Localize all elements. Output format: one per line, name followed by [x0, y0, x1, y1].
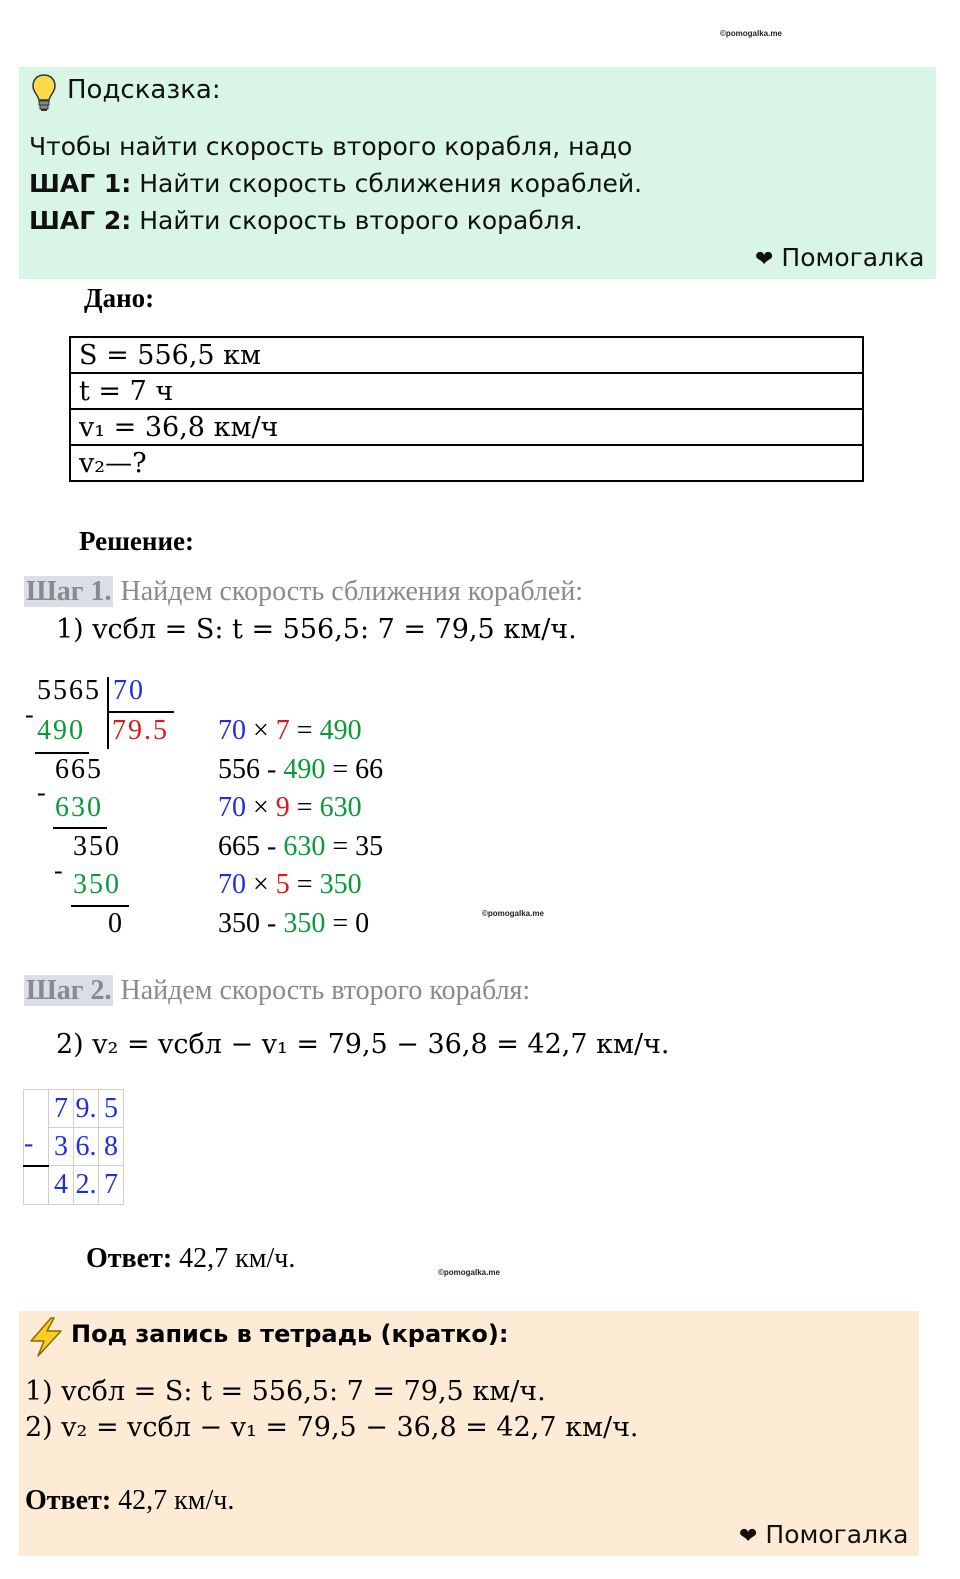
subtraction-grid: [23, 1089, 124, 1205]
given-row: [70, 373, 863, 409]
check-line: [218, 869, 362, 901]
hint-step2-text: Найти скорость второго корабля.: [131, 206, 583, 235]
step2-text: Найдем скорость второго корабля:: [113, 975, 531, 1006]
subtraction-cell: 3: [49, 1128, 74, 1166]
check-line: [218, 831, 383, 863]
step1-formula: 1) vсбл = S: t = 556,5: 7 = 79,5 км/ч.: [56, 614, 577, 645]
subtraction-cell: 8: [99, 1128, 124, 1166]
check-part: 70: [218, 715, 246, 746]
division-row: 665: [55, 754, 103, 785]
check-part: 70: [218, 792, 246, 823]
heart-icon: ❤: [755, 247, 774, 272]
hint-title: Подсказка:: [67, 75, 221, 105]
given-cell: v₁ = 36,8 км/ч: [70, 409, 863, 445]
subtraction-minus: -: [24, 1128, 49, 1166]
notebook-brand-label: Помогалка: [765, 1520, 909, 1549]
check-part: 350: [283, 908, 326, 939]
divisor: 70: [113, 675, 145, 706]
check-line: [218, 715, 362, 747]
hint-intro: Чтобы найти скорость второго корабля, надо: [29, 132, 633, 161]
check-part: ×: [246, 715, 276, 746]
subtraction-cell: 7: [49, 1090, 74, 1128]
subtraction-row: [24, 1128, 124, 1166]
subtraction-cell: 7: [99, 1166, 124, 1205]
lightning-icon: [27, 1317, 65, 1357]
minus-sign: -: [37, 778, 46, 807]
given-cell: t = 7 ч: [70, 373, 863, 409]
answer: [86, 1243, 295, 1275]
hint-step1-label: ШАГ 1:: [29, 169, 132, 198]
given-cell: S = 556,5 км: [70, 337, 863, 373]
hint-brand: [755, 243, 925, 272]
given-table: [69, 336, 864, 482]
step2-heading: [24, 975, 530, 1007]
division-horizontal-line: [108, 711, 174, 713]
hint-step2-label: ШАГ 2:: [29, 206, 132, 235]
hint-brand-label: Помогалка: [781, 243, 925, 272]
check-part: 70: [218, 869, 246, 900]
check-part: 9: [275, 792, 290, 823]
hint-step1-text: Найти скорость сближения кораблей.: [131, 169, 643, 198]
watermark: ©pomogalka.me: [720, 29, 782, 38]
check-line: [218, 908, 369, 940]
notebook-box: [19, 1311, 919, 1556]
given-title: Дано:: [84, 283, 155, 313]
subtraction-row: [24, 1166, 124, 1205]
subtraction-cell: 9.: [74, 1090, 99, 1128]
check-part: 350 -: [218, 908, 284, 939]
check-part: =: [289, 715, 320, 746]
notebook-answer-label: Ответ:: [25, 1485, 112, 1516]
subtraction-row: [24, 1090, 124, 1128]
minus-sign: -: [25, 700, 34, 729]
division-row: 630: [55, 792, 103, 823]
quotient: 79.5: [112, 715, 169, 746]
division-underline: [71, 905, 129, 907]
notebook-title: Под запись в тетрадь (кратко):: [71, 1320, 509, 1348]
notebook-line2: 2) v₂ = vсбл − v₁ = 79,5 − 36,8 = 42,7 км/ч.: [25, 1412, 639, 1443]
dividend: 5565: [37, 675, 101, 706]
check-part: =: [289, 792, 320, 823]
lightbulb-icon: [31, 73, 57, 113]
watermark: ©pomogalka.me: [482, 909, 544, 918]
subtraction-cell: 4: [49, 1166, 74, 1205]
check-part: ×: [246, 792, 276, 823]
division-vertical-line: [107, 677, 109, 749]
check-part: = 66: [325, 754, 384, 785]
hint-box: [19, 67, 936, 279]
subtraction-cell: 5: [99, 1090, 124, 1128]
check-part: =: [289, 869, 320, 900]
subtraction-cell: [24, 1090, 49, 1128]
notebook-answer-value: 42,7 км/ч.: [118, 1485, 235, 1516]
hint-step1: [29, 169, 642, 198]
check-part: 490: [319, 715, 362, 746]
subtraction-cell: 6.: [74, 1128, 99, 1166]
given-cell: v₂—?: [70, 445, 863, 481]
step1-heading: [24, 576, 583, 608]
check-part: 490: [283, 754, 326, 785]
check-part: = 35: [325, 831, 384, 862]
check-part: 7: [275, 715, 290, 746]
watermark: ©pomogalka.me: [438, 1268, 500, 1277]
step2-formula: 2) v₂ = vсбл − v₁ = 79,5 − 36,8 = 42,7 км/ч.: [56, 1029, 670, 1060]
given-row: [70, 445, 863, 481]
minus-sign: -: [54, 856, 63, 885]
answer-label: Ответ:: [86, 1243, 173, 1274]
check-line: [218, 792, 362, 824]
division-row: 350: [73, 869, 121, 900]
answer-value: 42,7 км/ч.: [179, 1243, 296, 1274]
division-row: 490: [37, 715, 85, 746]
check-line: [218, 754, 383, 786]
subtraction-cell: 2.: [74, 1166, 99, 1205]
notebook-brand: [739, 1520, 909, 1549]
division-row: 350: [73, 831, 121, 862]
step1-label: Шаг 1.: [26, 576, 112, 607]
check-part: 630: [319, 792, 362, 823]
check-part: 630: [283, 831, 326, 862]
division-underline: [53, 827, 107, 829]
check-part: 665 -: [218, 831, 284, 862]
check-part: = 0: [325, 908, 370, 939]
step1-text: Найдем скорость сближения кораблей:: [113, 576, 584, 607]
subtraction-cell: [24, 1166, 49, 1205]
notebook-line1: 1) vсбл = S: t = 556,5: 7 = 79,5 км/ч.: [25, 1376, 546, 1407]
solution-title: Решение:: [79, 526, 194, 556]
notebook-answer: [25, 1485, 234, 1517]
step2-label: Шаг 2.: [26, 975, 112, 1006]
given-row: [70, 337, 863, 373]
hint-step2: [29, 206, 583, 235]
check-part: ×: [246, 869, 276, 900]
check-part: 5: [275, 869, 290, 900]
check-part: 350: [319, 869, 362, 900]
heart-icon: ❤: [739, 1524, 758, 1549]
division-row: 0: [108, 908, 122, 939]
check-part: 556 -: [218, 754, 284, 785]
given-row: [70, 409, 863, 445]
